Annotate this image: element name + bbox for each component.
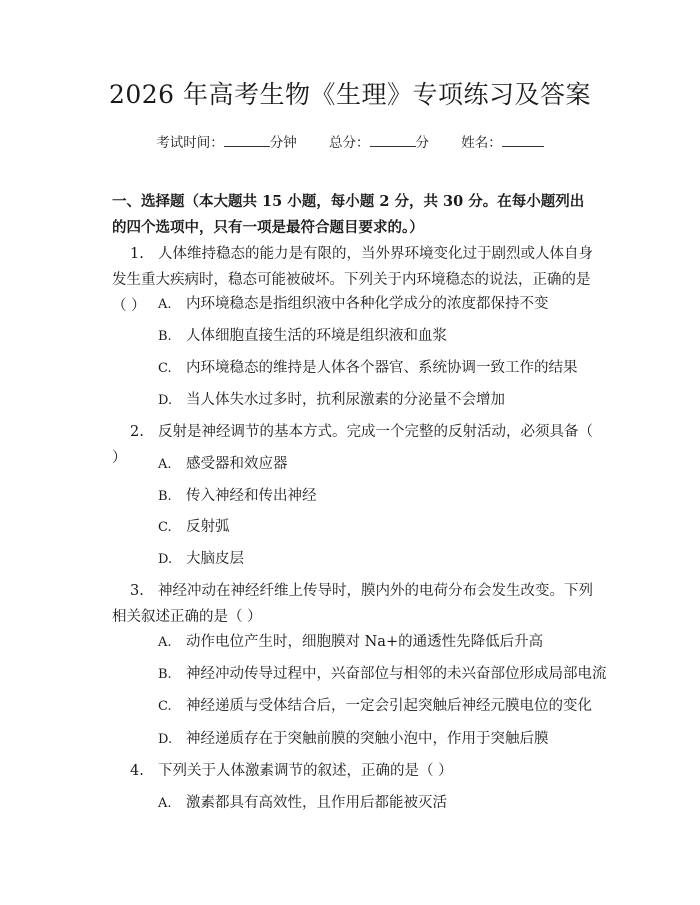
exam-time-field: [156, 133, 297, 153]
total-score-unit: 分: [415, 135, 429, 151]
option-text: 人体细胞直接生活的环境是组织液和血浆: [186, 328, 447, 344]
question-text: 人体维持稳态的能力是有限的，当外界环境变化过于剧烈或人体自身发生重大疾病时，稳态可能被破坏。下列关于内环境稳态的说法，正确的是（ ）: [112, 246, 593, 314]
option-text: 激素都具有高效性，且作用后都能被灭活: [186, 795, 447, 811]
option-letter: A.: [158, 297, 172, 312]
question-2-option-d[interactable]: [158, 549, 598, 570]
option-text: 内环境稳态是指组织液中各种化学成分的浓度都保持不变: [186, 296, 549, 312]
question-1-option-d[interactable]: [158, 390, 598, 411]
question-number: 4.: [130, 763, 144, 779]
option-text: 神经递质存在于突触前膜的突触小泡中，作用于突触后膜: [186, 731, 549, 747]
question-2-option-a[interactable]: [158, 454, 598, 475]
option-letter: B.: [158, 329, 172, 344]
option-text: 反射弧: [186, 519, 230, 535]
option-text: 传入神经和传出神经: [186, 488, 317, 504]
option-letter: D.: [158, 732, 173, 747]
exam-time-label: 考试时间：: [156, 135, 224, 151]
option-text: 神经冲动传导过程中，兴奋部位与相邻的未兴奋部位形成局部电流: [186, 666, 607, 682]
question-number: 1.: [130, 246, 144, 262]
question-4: [112, 758, 596, 784]
page-title: 2026 年高考生物《生理》专项练习及答案: [108, 80, 592, 109]
question-1-option-b[interactable]: [158, 326, 598, 347]
total-score-field: [329, 133, 429, 153]
option-letter: C.: [158, 520, 172, 535]
question-text: 下列关于人体激素调节的叙述，正确的是（ ）: [158, 763, 453, 779]
question-1-option-a[interactable]: [158, 294, 598, 315]
option-letter: C.: [158, 699, 172, 714]
option-text: 大脑皮层: [186, 551, 244, 567]
question-3: [112, 578, 596, 630]
question-3-option-c[interactable]: [158, 696, 598, 717]
option-letter: A.: [158, 457, 172, 472]
question-1-option-c[interactable]: [158, 358, 598, 379]
option-letter: D.: [158, 552, 173, 567]
question-2-option-b[interactable]: [158, 486, 598, 507]
total-score-blank[interactable]: [370, 134, 416, 147]
question-3-option-a[interactable]: [158, 632, 598, 653]
total-score-label: 总分：: [329, 135, 370, 151]
option-text: 神经递质与受体结合后，一定会引起突触后神经元膜电位的变化: [186, 698, 592, 714]
name-field: [461, 133, 544, 153]
option-letter: B.: [158, 667, 172, 682]
exam-info-line: [0, 133, 700, 153]
question-text: 神经冲动在神经纤维上传导时，膜内外的电荷分布会发生改变。下列相关叙述正确的是（ ）: [112, 583, 593, 625]
question-number: 3.: [130, 583, 144, 599]
option-text: 当人体失水过多时，抗利尿激素的分泌量不会增加: [186, 392, 505, 408]
option-letter: C.: [158, 361, 172, 376]
question-4-option-a[interactable]: [158, 793, 598, 814]
option-letter: A.: [158, 796, 172, 811]
question-3-option-b[interactable]: [158, 664, 607, 685]
section-heading: 一、选择题（本大题共 15 小题，每小题 2 分，共 30 分。在每小题列出的四个选项中，只有一项是最符合题目要求的。）: [112, 193, 585, 236]
option-letter: B.: [158, 489, 172, 504]
option-text: 内环境稳态的维持是人体各个器官、系统协调一致工作的结果: [186, 360, 578, 376]
name-blank[interactable]: [502, 134, 544, 147]
option-text: 动作电位产生时，细胞膜对 Na+的通透性先降低后升高: [186, 634, 544, 650]
option-letter: A.: [158, 635, 172, 650]
exam-time-unit: 分钟: [269, 135, 297, 151]
exam-time-blank[interactable]: [224, 134, 270, 147]
question-text: 反射是神经调节的基本方式。完成一个完整的反射活动，必须具备（ ）: [112, 424, 593, 466]
question-2-option-c[interactable]: [158, 517, 598, 538]
question-3-option-d[interactable]: [158, 729, 598, 750]
question-number: 2.: [130, 424, 144, 440]
option-letter: D.: [158, 393, 173, 408]
name-label: 姓名：: [461, 135, 502, 151]
option-text: 感受器和效应器: [186, 456, 288, 472]
